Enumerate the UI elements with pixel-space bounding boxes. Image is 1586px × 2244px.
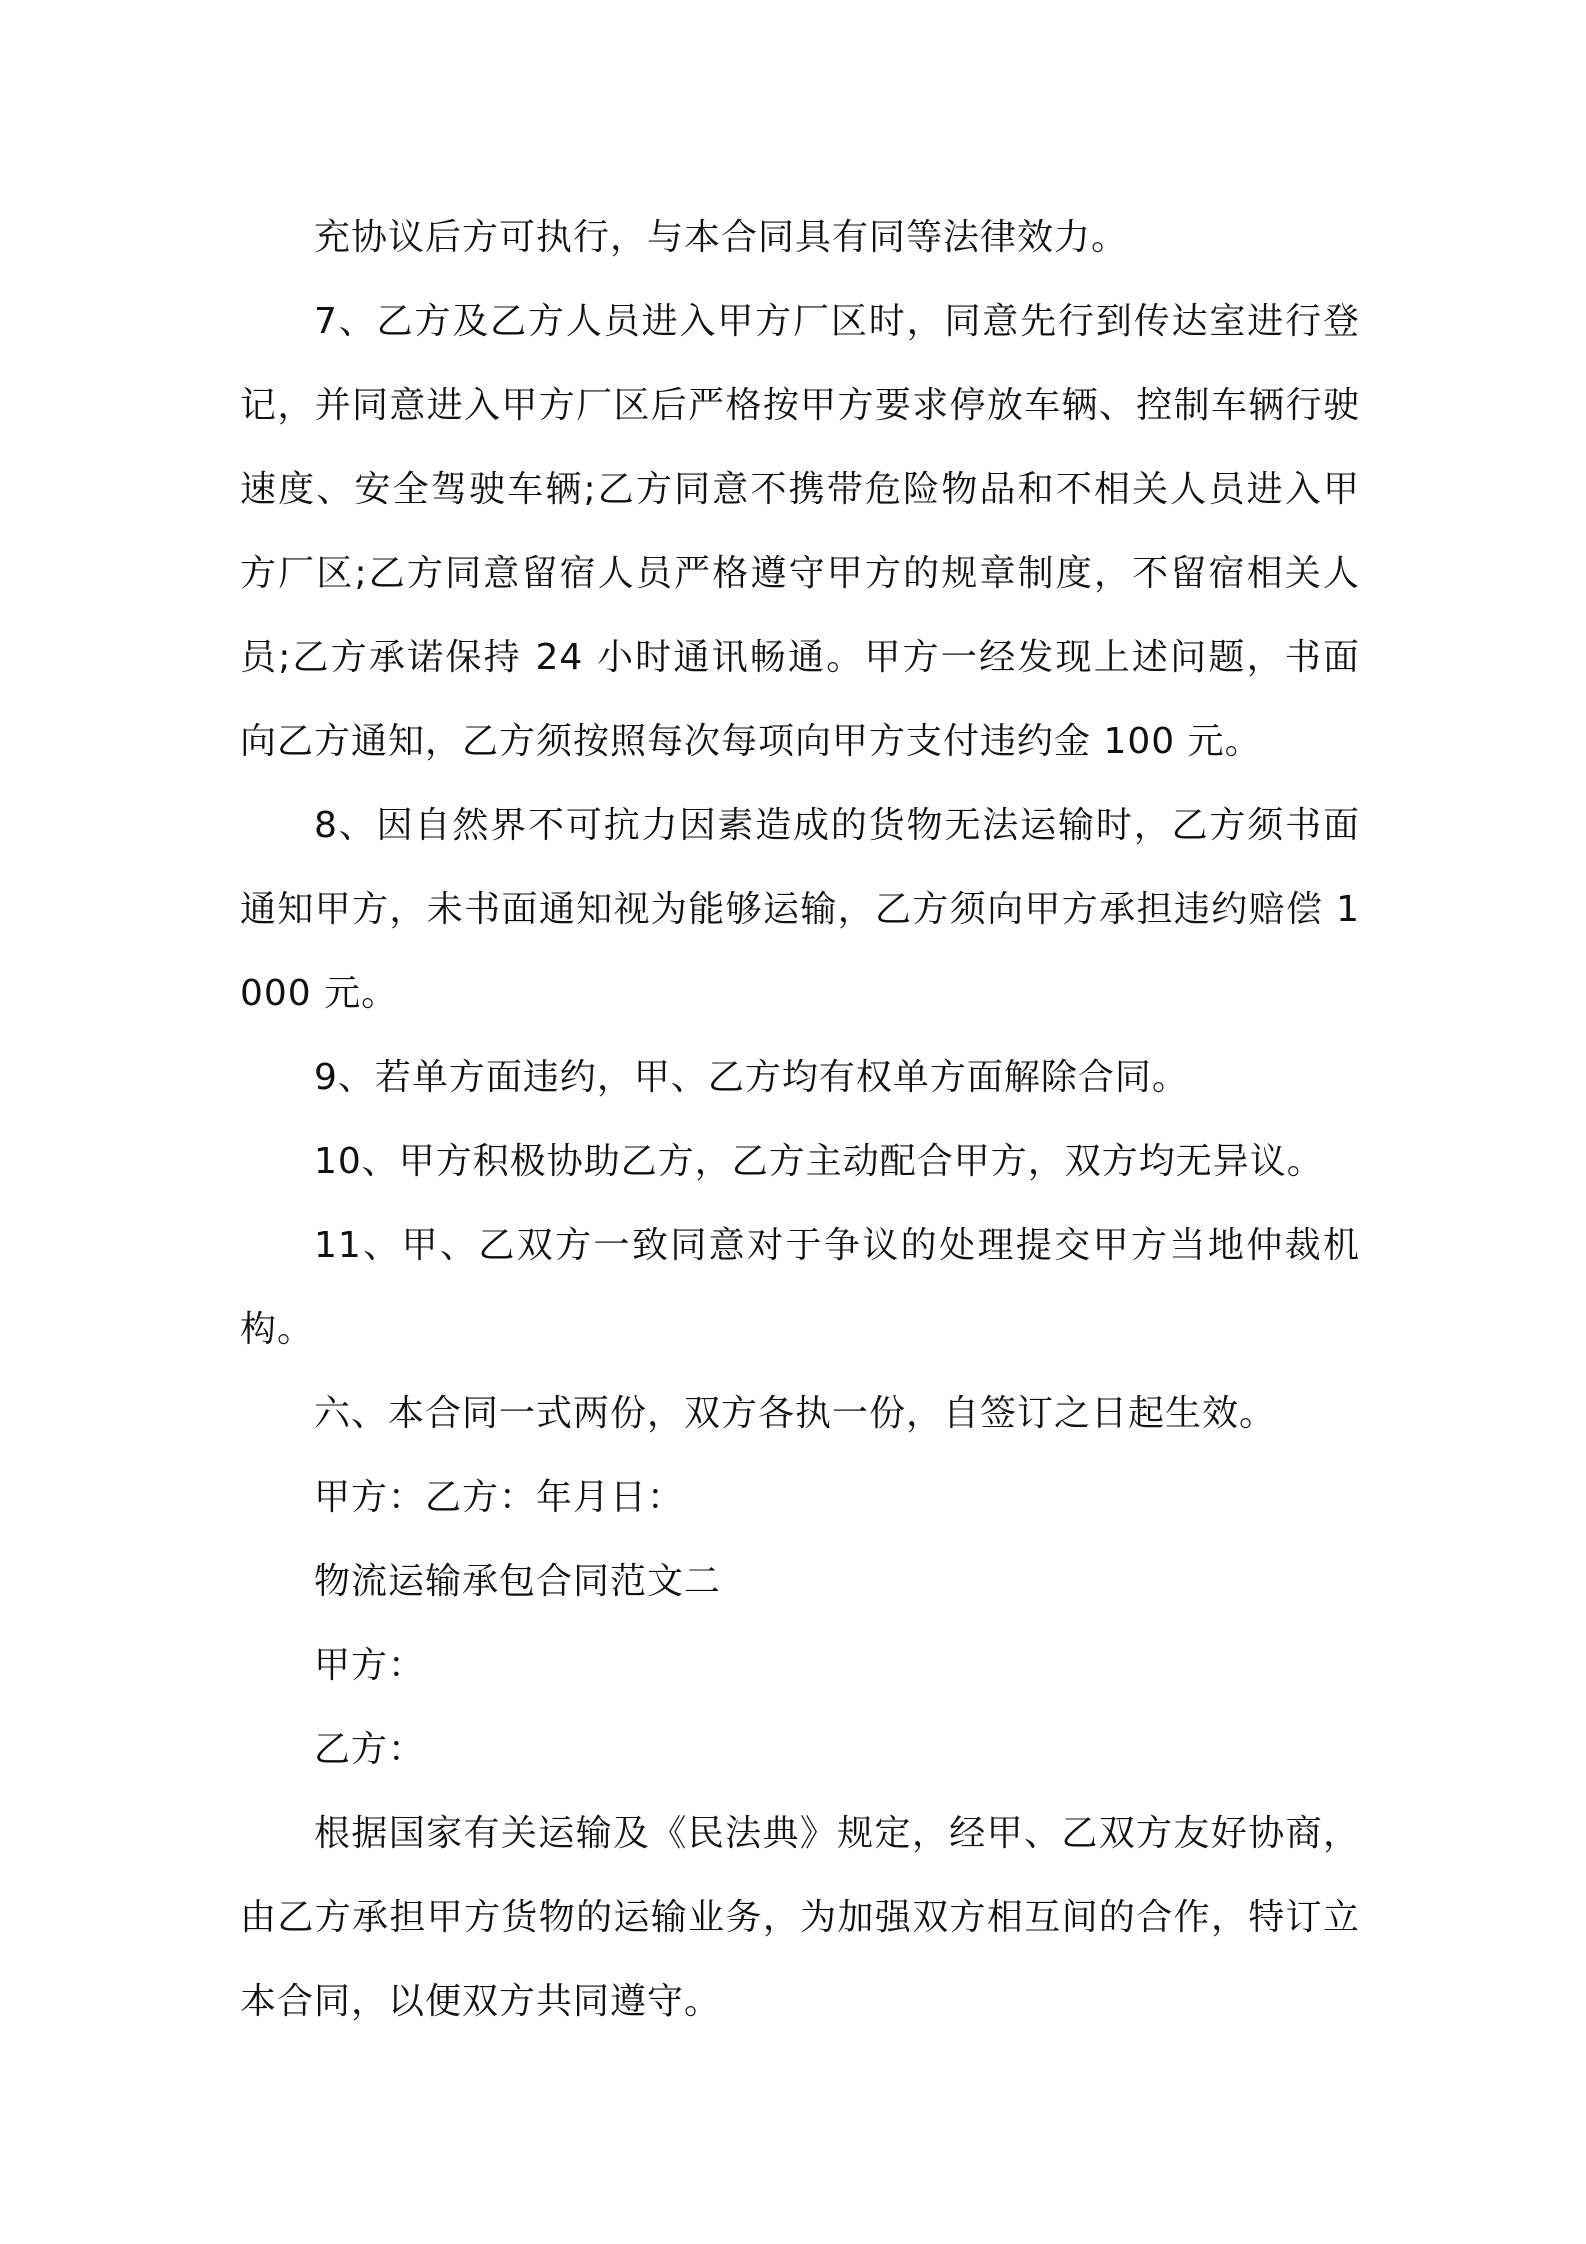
paragraph-preamble: 根据国家有关运输及《民法典》规定，经甲、乙双方友好协商，由乙方承担甲方货物的运输业务，为加强双方相互间的合作，特订立本合同，以便双方共同遵守。 (240, 1813, 1360, 2022)
paragraph-clause-9: 9、若单方面违约，甲、乙方均有权单方面解除合同。 (314, 1057, 1189, 1098)
paragraph-clause-8: 8、因自然界不可抗力因素造成的货物无法运输时，乙方须书面通知甲方，未书面通知视为能够运输，乙方须向甲方承担违约赔偿 1000 元。 (240, 805, 1360, 1014)
paragraph-clause-10: 10、甲方积极协助乙方，乙方主动配合甲方，双方均无异议。 (314, 1141, 1324, 1182)
signature-line: 甲方：乙方：年月日： (314, 1477, 685, 1518)
document-body (240, 196, 1360, 2044)
paragraph-continuation: 充协议后方可执行，与本合同具有同等法律效力。 (314, 217, 1129, 258)
party-a-label: 甲方： (314, 1645, 426, 1686)
party-b-label: 乙方： (314, 1729, 426, 1770)
paragraph-clause-11: 11、甲、乙双方一致同意对于争议的处理提交甲方当地仲裁机构。 (240, 1225, 1360, 1350)
paragraph-section-6: 六、本合同一式两份，双方各执一份，自签订之日起生效。 (314, 1393, 1277, 1434)
paragraph-clause-7: 7、乙方及乙方人员进入甲方厂区时，同意先行到传达室进行登记，并同意进入甲方厂区后严格按甲方要求停放车辆、控制车辆行驶速度、安全驾驶车辆;乙方同意不携带危险物品和不相关人员进入甲方厂区;乙方同意留宿人员严格遵守甲方的规章制度，不留宿相关人员;乙方承诺保持 24 小时通讯畅通。甲方一经发现上述问题，书面向乙方通知，乙方须按照每次每项向甲方支付违约金 100 元。 (240, 301, 1360, 762)
document-subtitle: 物流运输承包合同范文二 (314, 1561, 722, 1602)
